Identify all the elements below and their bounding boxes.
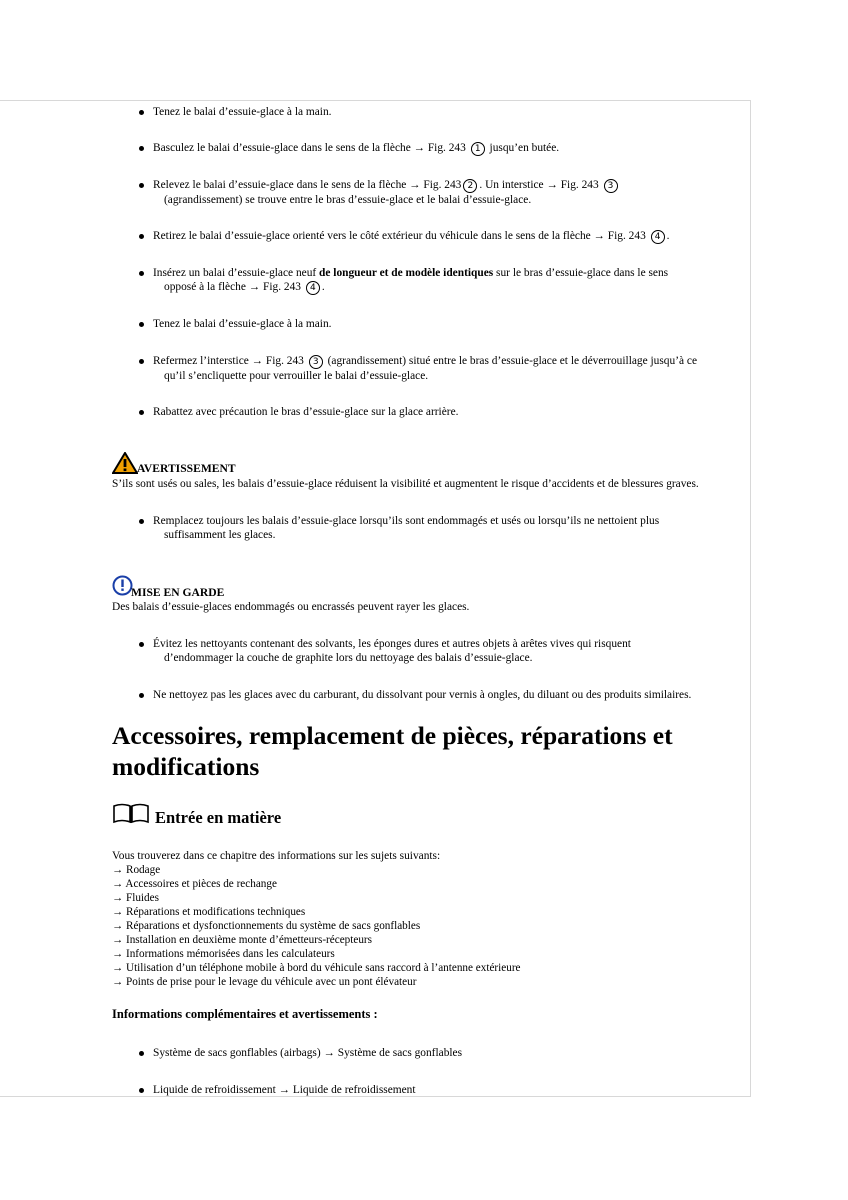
list-item: Évitez les nettoyants contenant des solvants, les éponges dures et autres objets à arêtes vives qui risquent d’endommager la couche de graphite lors du nettoyage des balais d’essuie-glace. — [139, 637, 753, 665]
topic-link[interactable]: → Installation en deuxième monte d’émetteurs-récepteurs — [112, 934, 373, 946]
list-item: Remplacez toujours les balais d’essuie-glace lorsqu’ils sont endommagés et usés ou lorsqu’ils ne nettoient plus suffisamment les glaces. — [139, 514, 753, 542]
callout-circle: 3 — [604, 179, 618, 193]
caution-icon — [112, 575, 133, 601]
topic-link[interactable]: → Fluides — [112, 892, 159, 904]
list-item[interactable]: Système de sacs gonflables (airbags) → Système de sacs gonflables — [139, 1046, 753, 1060]
chapter-title: Accessoires, remplacement de pièces, réparations et modifications — [112, 721, 673, 781]
list-item: Refermez l’interstice → Fig. 243 3 (agrandissement) situé entre le bras d’essuie-glace et le déverrouillage jusqu’à ce qu’il s’encliquette pour verrouiller le balai d’essuie-glace. — [139, 354, 753, 383]
callout-circle: 4 — [651, 230, 665, 244]
topic-link[interactable]: → Informations mémorisées dans les calculateurs — [112, 948, 335, 960]
topic-link[interactable]: → Utilisation d’un téléphone mobile à bord du véhicule sans raccord à l’antenne extérieure — [112, 962, 521, 974]
callout-circle: 4 — [306, 281, 320, 295]
warning-label: AVERTISSEMENT — [137, 462, 236, 475]
callout-circle: 2 — [463, 179, 477, 193]
list-item: Retirez le balai d’essuie-glace orienté vers le côté extérieur du véhicule dans le sens de la flèche → Fig. 243 4 . — [139, 229, 753, 244]
book-icon — [112, 803, 150, 830]
topic-link[interactable]: → Points de prise pour le levage du véhicule avec un pont élévateur — [112, 976, 417, 988]
list-item: Relevez le balai d’essuie-glace dans le sens de la flèche → Fig. 243 2 . Un interstice → Fig. 243 3 (agrandissement) se trouve entre le bras d’essuie-glace et le balai d’essuie-glace. — [139, 178, 753, 207]
topic-link[interactable]: → Accessoires et pièces de rechange — [112, 878, 277, 890]
list-item: Tenez le balai d’essuie-glace à la main. — [139, 105, 753, 119]
topic-list — [112, 863, 521, 989]
warning-icon — [112, 452, 138, 479]
section-heading: Entrée en matière — [155, 808, 282, 827]
topic-link[interactable]: → Rodage — [112, 864, 161, 876]
caution-label: MISE EN GARDE — [131, 586, 225, 599]
list-item: Basculez le balai d’essuie-glace dans le sens de la flèche → Fig. 243 1 jusqu’en butée. — [139, 141, 753, 156]
list-item: Ne nettoyez pas les glaces avec du carburant, du dissolvant pour vernis à ongles, du diluant ou des produits similaires. — [139, 688, 753, 702]
info-heading: Informations complémentaires et avertissements : — [112, 1007, 378, 1021]
topic-link[interactable]: → Réparations et modifications techniques — [112, 906, 306, 918]
intro-text: Vous trouverez dans ce chapitre des informations sur les sujets suivants: — [112, 850, 441, 862]
list-item[interactable]: Liquide de refroidissement → Liquide de refroidissement — [139, 1083, 753, 1097]
callout-circle: 1 — [471, 142, 485, 156]
list-item: Rabattez avec précaution le bras d’essuie-glace sur la glace arrière. — [139, 405, 753, 419]
warning-text: S’ils sont usés ou sales, les balais d’essuie-glace réduisent la visibilité et augmentent le risque d’accidents et de blessures graves. — [112, 478, 699, 490]
list-item: Tenez le balai d’essuie-glace à la main. — [139, 317, 753, 331]
topic-link[interactable]: → Réparations et dysfonctionnements du système de sacs gonflables — [112, 920, 421, 932]
list-item: Insérez un balai d’essuie-glace neuf de longueur et de modèle identiques sur le bras d’essuie-glace dans le sens opposé à la flèche → Fig. 243 4 . — [139, 266, 753, 295]
caution-text: Des balais d’essuie-glaces endommagés ou encrassés peuvent rayer les glaces. — [112, 601, 470, 613]
callout-circle: 3 — [309, 355, 323, 369]
